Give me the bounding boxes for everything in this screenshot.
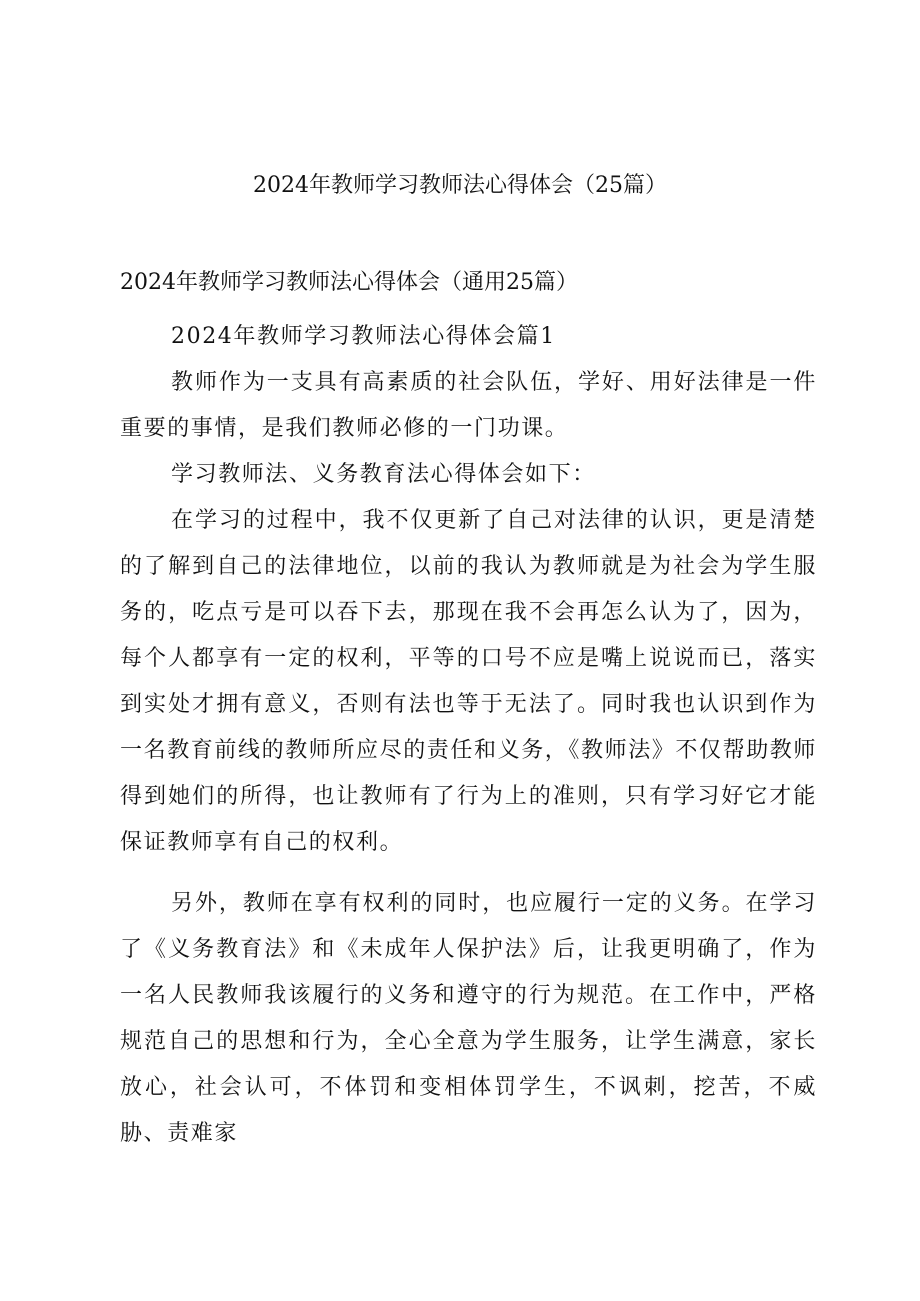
paragraph-duties: 另外，教师在享有权利的同时，也应履行一定的义务。在学习了《义务教育法》和《未成年人保护法》后，让我更明确了，作为一名人民教师我该履行的义务和遵守的行为规范。在工作中，严格规范自己的思想和行为，全心全意为学生服务，让学生满意，家长放心，社会认可，不体罚和变相体罚学生，不讽刺，挖苦，不威胁、责难家 xyxy=(120,891,817,1146)
paragraph-intro: 教师作为一支具有高素质的社会队伍，学好、用好法律是一件重要的事情，是我们教师必修的一门功课。 xyxy=(120,370,817,441)
document-subtitle: 2024年教师学习教师法心得体会（通用25篇） xyxy=(120,270,578,295)
paragraph-understanding: 在学习的过程中，我不仅更新了自己对法律的认识，更是清楚的了解到自己的法律地位，以前的我认为教师就是为社会为学生服务的，吃点亏是可以吞下去，那现在我不会再怎么认为了，因为，每个人都享有一定的权利，平等的口号不应是嘴上说说而已，落实到实处才拥有意义，否则有法也等于无法了。同时我也认识到作为一名教育前线的教师所应尽的责任和义务，《教师法》不仅帮助教师得到她们的所得，也让教师有了行为上的准则，只有学习好它才能保证教师享有自己的权利。 xyxy=(120,508,818,855)
document-body xyxy=(120,314,817,1157)
paragraph-lead: 学习教师法、义务教育法心得体会如下： xyxy=(171,462,596,487)
section-heading: 2024年教师学习教师法心得体会篇1 xyxy=(171,324,556,349)
document-title: 2024年教师学习教师法心得体会（25篇） xyxy=(253,173,667,198)
